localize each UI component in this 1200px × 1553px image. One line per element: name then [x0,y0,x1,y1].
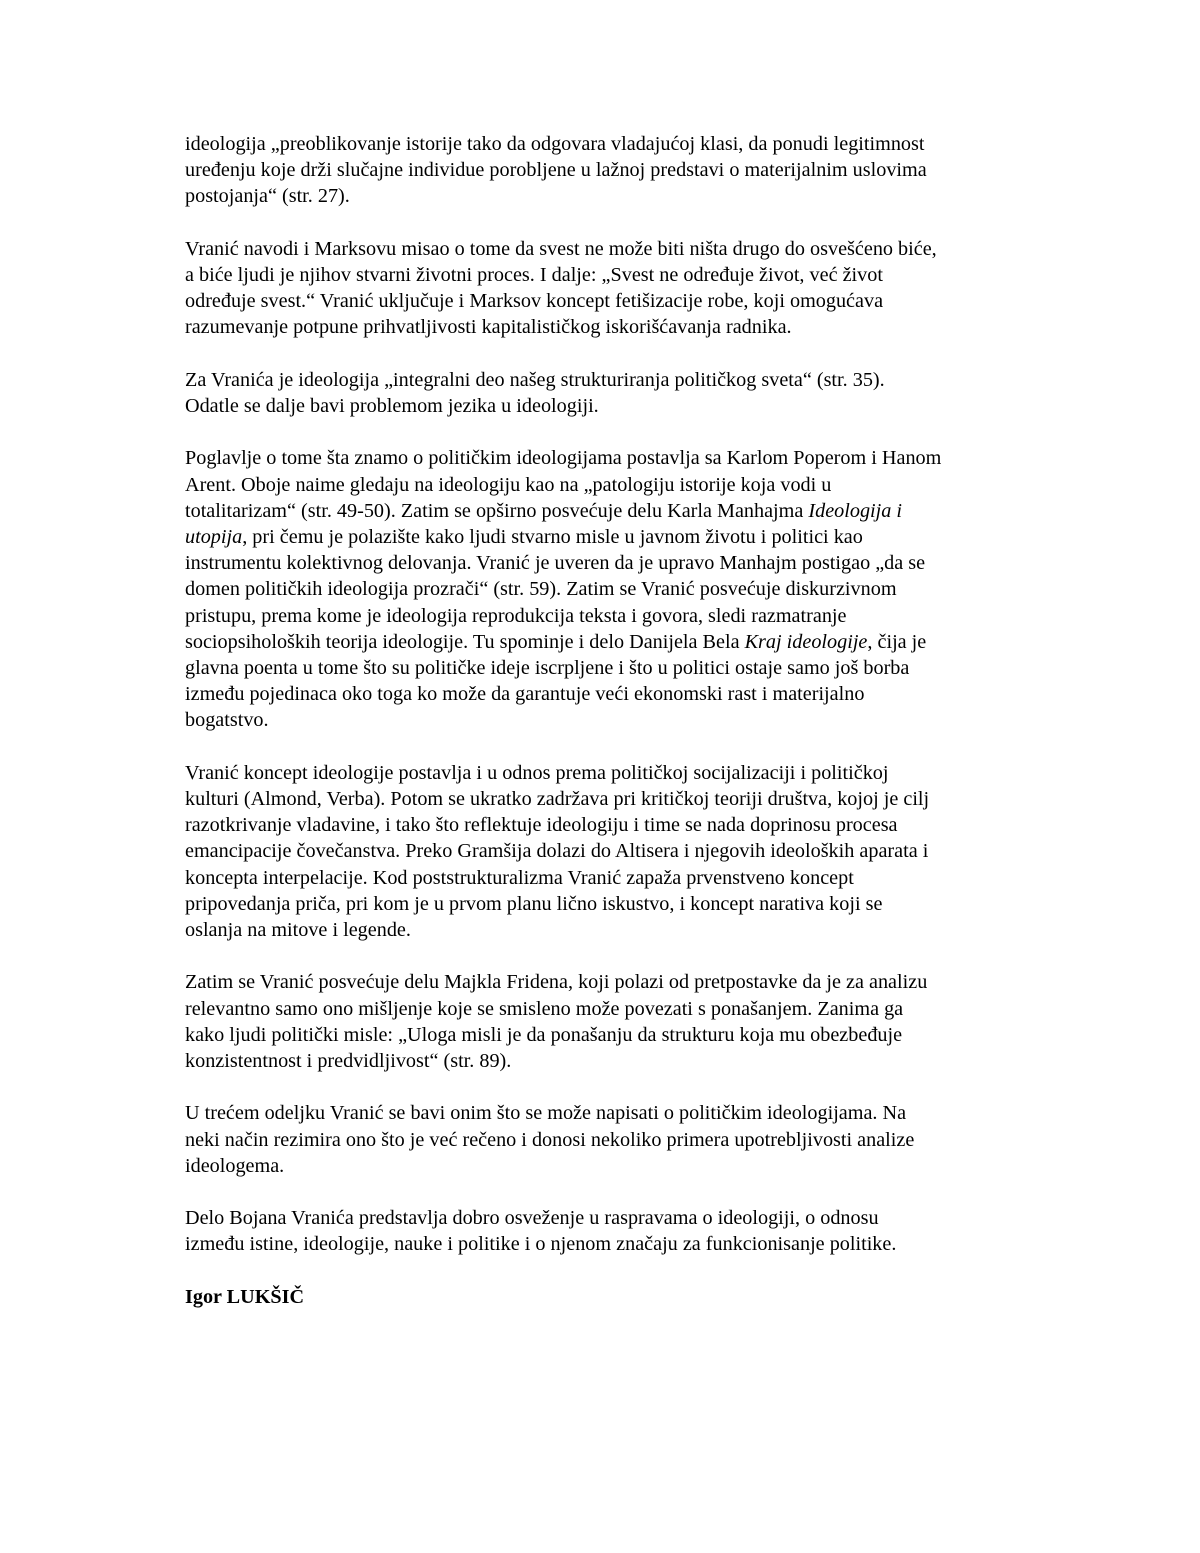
text-line: totalitarizam“ (str. 49-50). Zatim se opširno posvećuje delu Karla Manhajma [185,499,809,522]
book-title-italic: Ideologija i [808,499,903,522]
text-line: Poglavlje o tome šta znamo o političkim ideologijama postavlja sa Karlom Poperom i Hanom [185,447,942,470]
text-line: ideologema. [185,1154,285,1177]
text-line: Vranić navodi i Marksovu misao o tome da svest ne može biti ništa drugo do osvešćeno biće, [185,237,937,260]
book-title-italic: Kraj ideologije [744,630,868,653]
text-line: Za Vranića je ideologija „integralni deo našeg strukturiranja političkog sveta“ (str. 35). [185,368,885,391]
book-title-italic: utopija [185,526,243,548]
author-signature: Igor LUKŠIČ [185,1285,305,1308]
paragraph-6 [185,969,1035,1074]
text-line: kulturi (Almond, Verba). Potom se ukratko zadržava pri kritičkoj teoriji društva, kojoj je cilj [185,788,930,811]
text-line: sociopsiholoških teorija ideologije. Tu spominje i delo Danijela Bela [185,630,745,653]
text-line: Odatle se dalje bavi problemom jezika u ideologiji. [185,395,599,417]
text-line: glavna poenta u tome što su političke ideje iscrpljene i što u politici ostaje samo još borba [185,657,910,680]
text-line: određuje svest.“ Vranić uključuje i Marksov koncept fetišizacije robe, koji omogućava [185,290,884,313]
text-line: Vranić koncept ideologije postavlja i u odnos prema političkoj socijalizaciji i političkoj [185,761,889,784]
text-line: pristupu, prema kome je ideologija reprodukcija teksta i govora, sledi razmatranje [185,604,847,627]
text-line: razumevanje potpune prihvatljivosti kapitalističkog iskorišćavanja radnika. [185,316,792,339]
text-line: oslanja na mitove i legende. [185,919,411,942]
text-line: Arent. Oboje naime gledaju na ideologiju kao na „patologiju istorije koja vodi u [185,473,832,496]
paragraph-5 [185,760,1035,943]
text-line: a biće ljudi je njihov stvarni životni proces. I dalje: „Svest ne određuje život, već život [185,264,883,286]
text-line: domen političkih ideologija prozrači“ (str. 59). Zatim se Vranić posvećuje diskurzivnom [185,578,897,601]
paragraph-3 [185,367,1035,419]
text-line: između pojedinaca oko toga ko može da garantuje veći ekonomski rast i materijalno [185,683,865,706]
text-line: između istine, ideologije, nauke i politike i o njenom značaju za funkcionisanje politike. [185,1233,897,1256]
text-line: Zatim se Vranić posvećuje delu Majkla Fridena, koji polazi od pretpostavke da je za analizu [185,971,928,994]
paragraph-2 [185,236,1035,341]
text-line: bogatstvo. [185,709,269,732]
text-line: postojanja“ (str. 27). [185,185,350,208]
text-line: ideologija „preoblikovanje istorije tako da odgovara vladajućoj klasi, da ponudi legitimnost [185,133,925,155]
text-line: razotkrivanje vladavine, i tako što reflektuje ideologiju i time se nada doprinosu procesa [185,814,898,837]
text-line: kako ljudi politički misle: „Uloga misli je da ponašanju da strukturu koja mu obezbeđuje [185,1023,903,1046]
text-line: pripovedanja priča, pri kom je u prvom planu lično iskustvo, i koncept narativa koji se [185,892,883,915]
text-line: Delo Bojana Vranića predstavlja dobro osveženje u raspravama o ideologiji, o odnosu [185,1207,879,1230]
text-line: konzistentnost i predvidljivost“ (str. 89). [185,1050,512,1073]
text-line: U trećem odeljku Vranić se bavi onim što se može napisati o političkim ideologijama. Na [185,1102,907,1125]
text-line: uređenju koje drži slučajne individue porobljene u lažnoj predstavi o materijalnim uslovima [185,159,927,182]
text-line: , čija je [867,630,927,653]
paragraph-8 [185,1205,1035,1257]
text-line: koncepta interpelacije. Kod poststrukturalizma Vranić zapaža prvenstveno koncept [185,866,854,889]
text-line: neki način rezimira ono što je već rečeno i donosi nekoliko primera upotrebljivosti analize [185,1128,915,1151]
text-line: , pri čemu je polazište kako ljudi stvarno misle u javnom životu i politici kao [242,526,863,548]
paragraph-1 [185,131,1035,210]
text-line: instrumentu kolektivnog delovanja. Vranić je uveren da je upravo Manhajm postigao „da se [185,552,926,575]
text-line: emancipacije čovečanstva. Preko Gramšija dolazi do Altisera i njegovih ideoloških aparata i [185,840,929,863]
document-body [185,131,1035,1310]
paragraph-7 [185,1100,1035,1179]
paragraph-4 [185,445,1035,733]
text-line: relevantno samo ono mišljenje koje se smisleno može povezati s ponašanjem. Zanima ga [185,997,904,1020]
